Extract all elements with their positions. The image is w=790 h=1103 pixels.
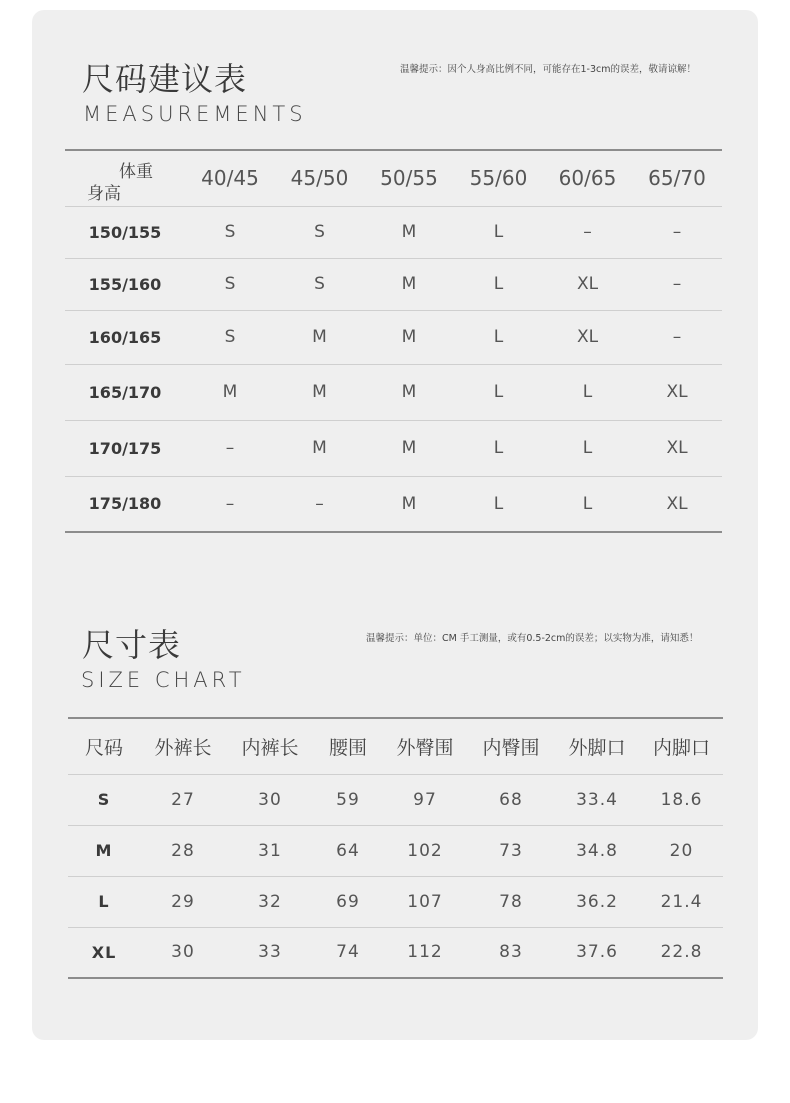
- size-row: [68, 927, 723, 978]
- measurement-value-cell: 78: [499, 891, 523, 912]
- recommended-size-cell: S: [224, 327, 236, 347]
- recommended-size-cell: –: [225, 438, 235, 458]
- recommended-size-cell: L: [493, 222, 504, 242]
- recommended-size-cell: –: [672, 222, 682, 242]
- measurement-row: [65, 206, 722, 258]
- measurement-row: [65, 420, 722, 476]
- measurement-row: [65, 364, 722, 420]
- column-header-inner-hip: 内臀围: [482, 736, 540, 759]
- measurements-table: [65, 149, 722, 533]
- weight-column-header: 65/70: [648, 166, 706, 191]
- recommended-size-cell: –: [225, 493, 235, 514]
- measurement-value-cell: 30: [258, 789, 282, 810]
- recommended-size-cell: XL: [576, 327, 599, 347]
- recommended-size-cell: S: [314, 274, 325, 294]
- recommended-size-cell: M: [401, 327, 417, 347]
- height-range-cell: 175/180: [88, 494, 162, 514]
- measurement-row: [65, 476, 722, 532]
- recommended-size-cell: –: [672, 327, 682, 347]
- measurement-value-cell: 74: [336, 942, 360, 963]
- recommended-size-cell: M: [401, 274, 417, 294]
- height-range-cell: 170/175: [88, 438, 162, 458]
- size-chart-subtitle: SIZE CHART: [81, 668, 246, 692]
- recommended-size-cell: –: [583, 222, 592, 242]
- size-row: [68, 774, 723, 825]
- recommended-size-cell: L: [493, 382, 504, 402]
- size-guide-card: [32, 10, 758, 1040]
- measurement-value-cell: 37.6: [576, 942, 618, 963]
- recommended-size-cell: XL: [666, 438, 688, 458]
- recommended-size-cell: M: [401, 382, 417, 402]
- recommended-size-cell: L: [493, 438, 504, 458]
- measurement-value-cell: 33.4: [576, 789, 618, 810]
- size-label-cell: L: [98, 892, 110, 911]
- measurement-value-cell: 20: [669, 840, 694, 861]
- height-range-cell: 150/155: [88, 222, 162, 242]
- measurement-value-cell: 68: [499, 789, 523, 810]
- measurement-value-cell: 34.8: [576, 840, 618, 861]
- measurement-value-cell: 102: [407, 840, 443, 861]
- size-label-cell: S: [97, 790, 111, 809]
- recommended-size-cell: L: [493, 493, 504, 514]
- recommended-size-cell: L: [582, 493, 593, 514]
- measurement-value-cell: 21.4: [660, 891, 703, 912]
- recommended-size-cell: S: [314, 222, 325, 242]
- recommended-size-cell: L: [493, 327, 504, 347]
- size-chart-table: [68, 717, 723, 979]
- recommended-size-cell: –: [672, 274, 682, 294]
- recommended-size-cell: XL: [666, 382, 688, 402]
- measurement-value-cell: 27: [171, 789, 195, 810]
- recommended-size-cell: M: [222, 382, 238, 402]
- recommended-size-cell: XL: [576, 274, 599, 294]
- height-range-cell: 165/170: [88, 382, 162, 402]
- measurement-value-cell: 18.6: [660, 789, 703, 810]
- corner-weight-label: 体重: [119, 162, 153, 182]
- weight-column-header: 60/65: [558, 166, 617, 191]
- measurement-value-cell: 33: [258, 942, 282, 963]
- measurement-value-cell: 59: [336, 789, 360, 810]
- size-row: [68, 825, 723, 876]
- column-header-waist: 腰围: [328, 736, 367, 759]
- measurement-row: [65, 258, 722, 310]
- measurements-subtitle: MEASUREMENTS: [83, 102, 307, 126]
- measurement-value-cell: 107: [407, 891, 443, 912]
- recommended-size-cell: S: [224, 222, 236, 242]
- weight-column-header: 40/45: [201, 166, 259, 191]
- recommended-size-cell: M: [401, 222, 417, 242]
- measurement-value-cell: 22.8: [660, 942, 703, 963]
- column-header-outer-leg-opening: 外脚口: [568, 736, 626, 759]
- size-chart-title: 尺寸表: [82, 626, 182, 664]
- recommended-size-cell: S: [224, 274, 236, 294]
- recommended-size-cell: M: [401, 493, 417, 514]
- height-range-cell: 160/165: [88, 327, 162, 347]
- recommended-size-cell: XL: [666, 493, 688, 514]
- column-header-outer-hip: 外臀围: [396, 736, 454, 759]
- recommended-size-cell: L: [582, 438, 593, 458]
- measurement-value-cell: 97: [413, 789, 437, 810]
- measurement-value-cell: 30: [171, 942, 195, 963]
- column-header-size: 尺码: [84, 736, 123, 759]
- measurement-value-cell: 28: [171, 840, 195, 861]
- column-header-inner-leg-opening: 内脚口: [652, 736, 710, 759]
- size-label-cell: M: [95, 841, 113, 860]
- measurements-title: 尺码建议表: [82, 60, 248, 98]
- recommended-size-cell: M: [312, 382, 327, 402]
- recommended-size-cell: –: [315, 493, 324, 514]
- measurement-value-cell: 73: [499, 840, 523, 861]
- recommended-size-cell: L: [493, 274, 504, 294]
- height-range-cell: 155/160: [88, 274, 162, 294]
- recommended-size-cell: M: [401, 438, 417, 458]
- measurement-value-cell: 29: [171, 891, 195, 912]
- measurement-value-cell: 31: [258, 840, 282, 861]
- measurement-value-cell: 64: [336, 840, 360, 861]
- weight-column-header: 45/50: [290, 166, 349, 191]
- measurement-value-cell: 112: [407, 942, 443, 963]
- recommended-size-cell: M: [312, 327, 327, 347]
- measurement-row: [65, 310, 722, 364]
- corner-height-label: 身高: [87, 184, 121, 204]
- weight-column-header: 55/60: [469, 166, 528, 191]
- size-label-cell: XL: [91, 942, 117, 962]
- size-chart-tip: 温馨提示：单位：CM 手工测量，或有0.5-2cm的误差；以实物为准，请知悉！: [366, 633, 699, 644]
- column-header-inner-length: 内裤长: [241, 736, 299, 759]
- measurement-value-cell: 36.2: [576, 891, 618, 912]
- measurement-value-cell: 69: [336, 891, 360, 912]
- column-header-outer-length: 外裤长: [154, 736, 212, 759]
- measurement-value-cell: 83: [499, 942, 523, 963]
- recommended-size-cell: L: [582, 382, 593, 402]
- recommended-size-cell: M: [312, 438, 327, 458]
- measurement-value-cell: 32: [258, 891, 282, 912]
- size-row: [68, 876, 723, 927]
- weight-column-header: 50/55: [380, 166, 438, 191]
- measurements-tip: 温馨提示：因个人身高比例不同，可能存在1-3cm的误差，敬请谅解！: [400, 64, 696, 75]
- corner-header: [65, 150, 185, 206]
